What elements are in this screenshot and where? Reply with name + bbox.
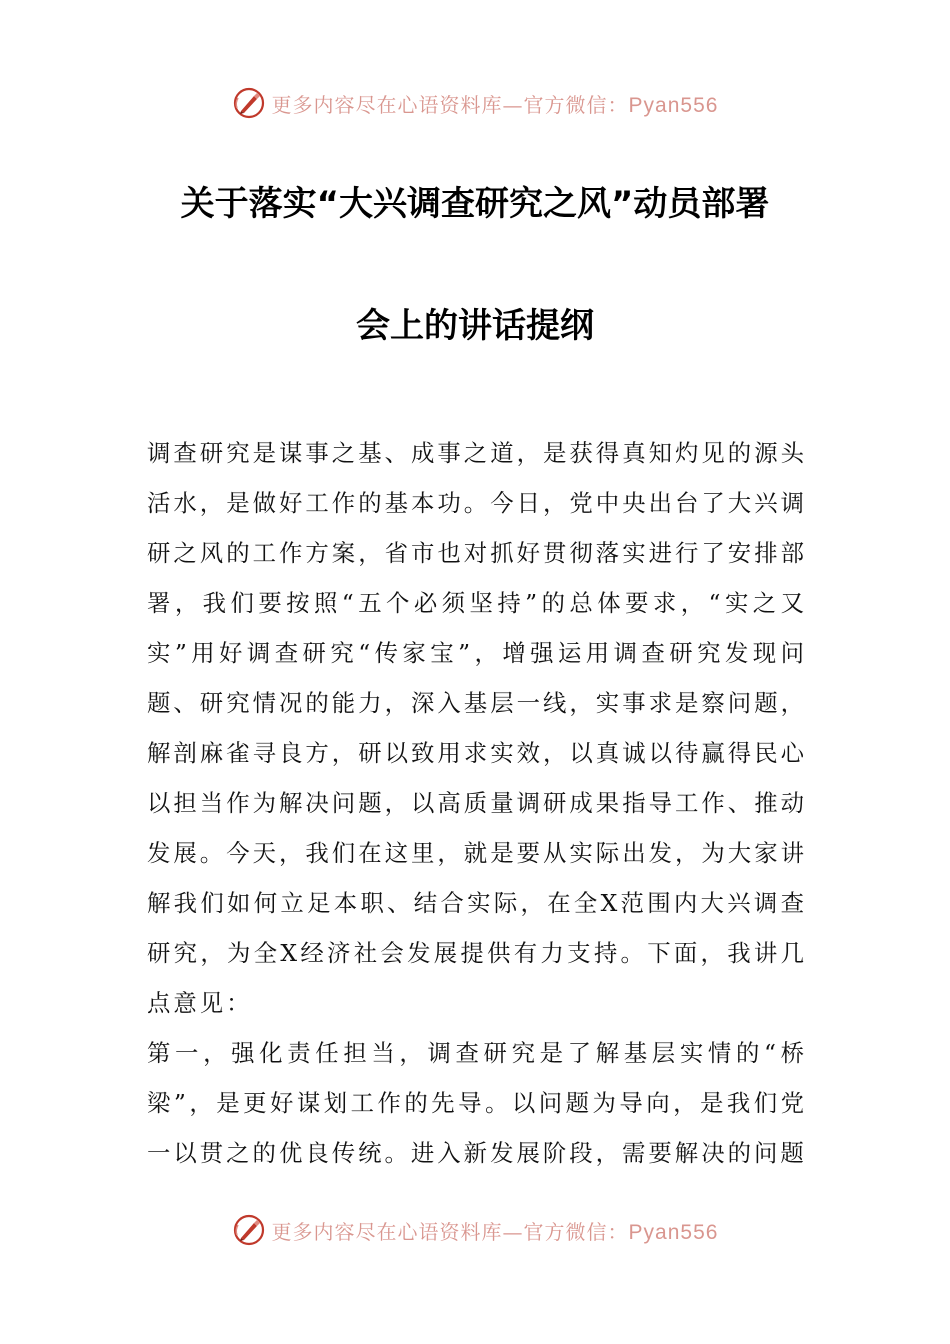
watermark-text: 更多内容尽在心语资料库—官方微信：Pyan556: [271, 92, 719, 117]
watermark-header: [0, 83, 950, 123]
watermark-footer: [0, 1210, 950, 1250]
watermark-text: 更多内容尽在心语资料库—官方微信：Pyan556: [271, 1219, 719, 1244]
watermark-wechat-id: Pyan556: [628, 93, 719, 117]
pen-logo-icon: [232, 1213, 266, 1247]
paragraph: 第一，强化责任担当，调查研究是了解基层实情的“桥梁”，是更好谋划工作的先导。以问题为导向，是我们党一以贯之的优良传统。进入新发展阶段，需要解决的问题: [147, 1039, 807, 1167]
paragraph: 调查研究是谋事之基、成事之道，是获得真知灼见的源头活水，是做好工作的基本功。今日，党中央出台了大兴调研之风的工作方案，省市也对抓好贯彻落实进行了安排部署，我们要按照“五个必须坚持”的总体要求，“实之又实”用好调查研究“传家宝”，增强运用调查研究发现问题、研究情况的能力，深入基层一线，实事求是察问题，解剖麻雀寻良方，研以致用求实效，以真诚以待赢得民心以担当作为解决问题，以高质量调研成果指导工作、推动发展。今天，我们在这里，就是要从实际出发，为大家讲解我们如何立足本职、结合实际，在全X范围内大兴调查研究，为全X经济社会发展提供有力支持。下面，我讲几点意见：: [147, 439, 807, 1017]
document-body: [147, 428, 807, 1178]
document-title-line-1: 关于落实“大兴调查研究之风”动员部署: [180, 184, 770, 224]
document-title-line-2: 会上的讲话提纲: [356, 306, 594, 346]
pen-logo-icon: [232, 86, 266, 120]
watermark-wechat-id: Pyan556: [628, 1220, 719, 1244]
